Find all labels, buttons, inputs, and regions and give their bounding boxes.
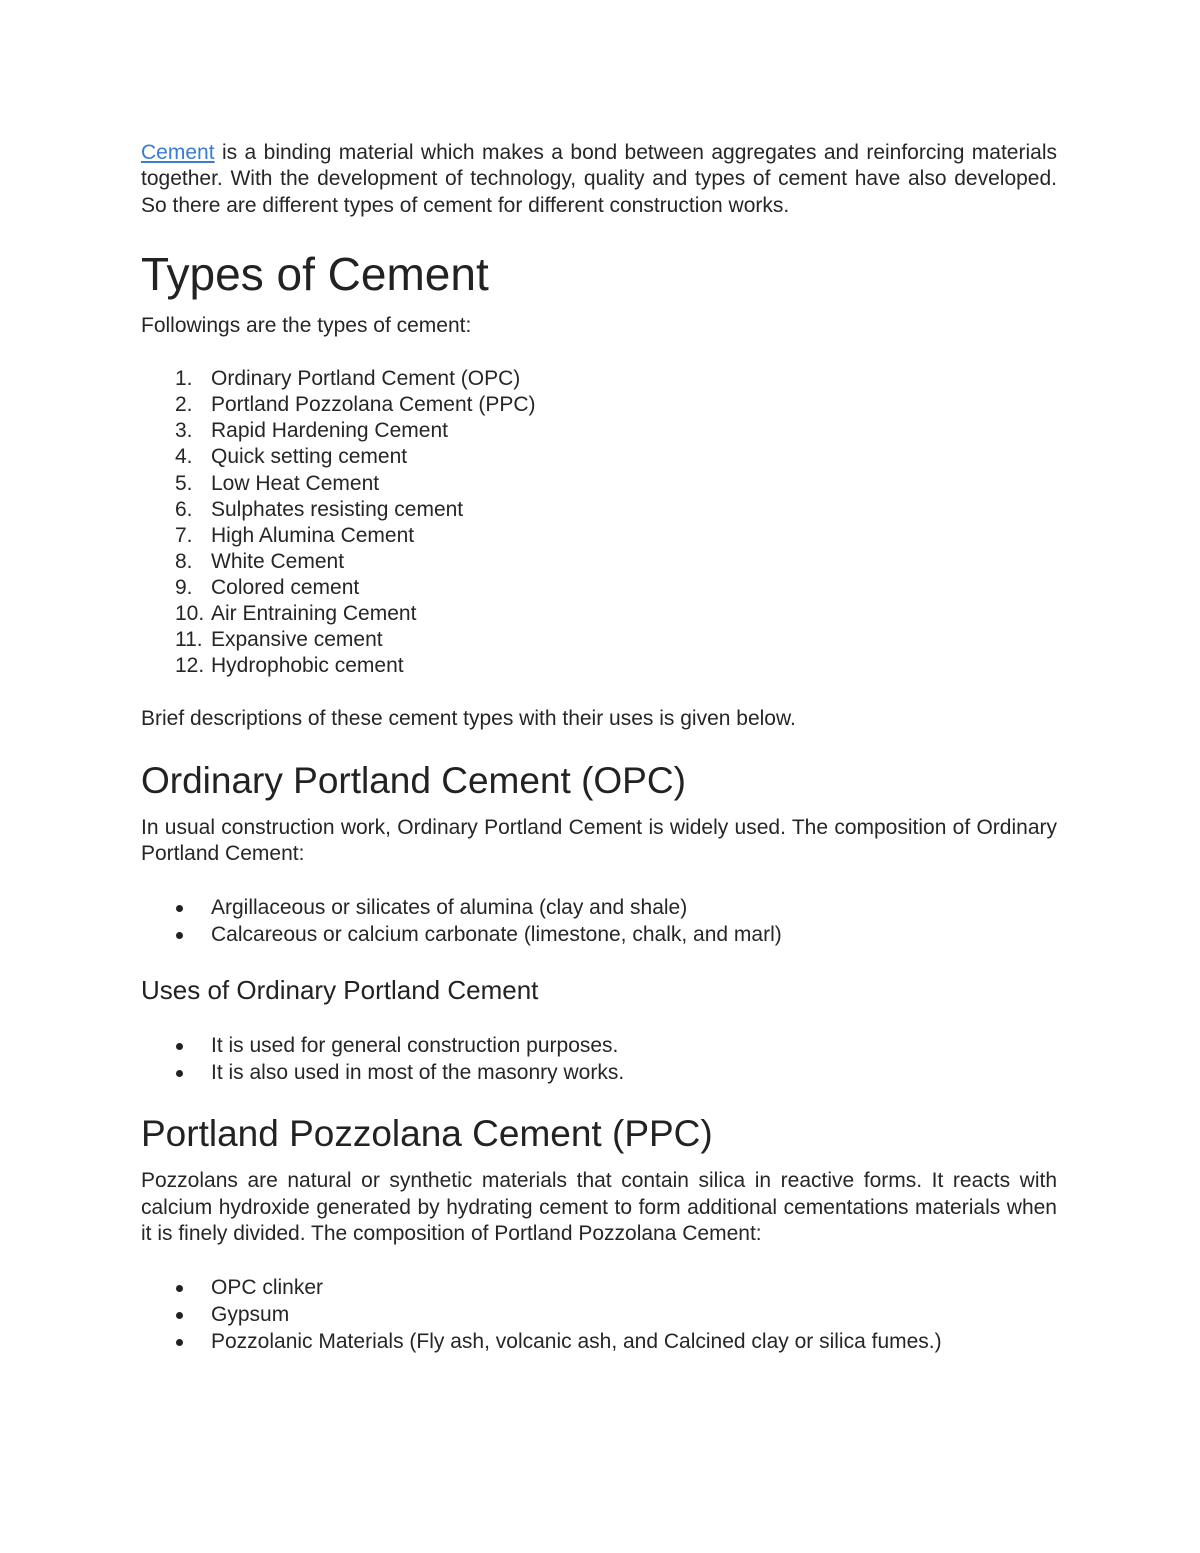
list-item-label: Low Heat Cement bbox=[211, 471, 380, 495]
list-item-label: Ordinary Portland Cement (OPC) bbox=[211, 367, 521, 391]
intro-paragraph bbox=[141, 140, 1057, 219]
list-item bbox=[141, 1032, 1057, 1059]
list-item bbox=[141, 1274, 1057, 1301]
list-item bbox=[141, 497, 1057, 523]
cement-link[interactable]: Cement bbox=[141, 141, 215, 164]
list-item-label: Argillaceous or silicates of alumina (clay and shale) bbox=[211, 896, 688, 920]
opc-composition-list bbox=[141, 894, 1057, 948]
types-lead: Followings are the types of cement: bbox=[141, 313, 472, 337]
ppc-composition-list bbox=[141, 1274, 1057, 1355]
list-item-label: Calcareous or calcium carbonate (limestone, chalk, and marl) bbox=[211, 923, 782, 947]
opc-uses-list bbox=[141, 1032, 1057, 1086]
list-item bbox=[141, 366, 1057, 392]
list-item-label: Quick setting cement bbox=[211, 445, 408, 469]
list-item bbox=[141, 601, 1057, 627]
list-item bbox=[141, 627, 1057, 653]
list-item bbox=[141, 444, 1057, 470]
opc-heading: Ordinary Portland Cement (OPC) bbox=[141, 759, 686, 801]
ppc-paragraph: Pozzolans are natural or synthetic materials that contain silica in reactive forms. It reacts with calcium hydroxide generated by hydrating cement to form additional cementations materials when it is finely divided. The composition of Portland Pozzolana Cement: bbox=[141, 1169, 1057, 1245]
list-item-label: Colored cement bbox=[211, 575, 360, 599]
list-number: 8. bbox=[175, 549, 193, 573]
list-item-label: Air Entraining Cement bbox=[211, 602, 417, 626]
document-page bbox=[141, 140, 1057, 1355]
types-after: Brief descriptions of these cement types with their uses is given below. bbox=[141, 707, 796, 731]
list-number: 9. bbox=[175, 575, 193, 599]
list-item-label: OPC clinker bbox=[211, 1276, 324, 1300]
list-item bbox=[141, 1059, 1057, 1086]
list-number: 2. bbox=[175, 393, 193, 417]
list-number: 5. bbox=[175, 471, 193, 495]
list-number: 10. bbox=[175, 602, 205, 626]
list-item-label: White Cement bbox=[211, 549, 345, 573]
ppc-heading: Portland Pozzolana Cement (PPC) bbox=[141, 1113, 713, 1155]
list-item bbox=[141, 418, 1057, 444]
list-item bbox=[141, 392, 1057, 418]
list-item-label: Expansive cement bbox=[211, 628, 383, 652]
list-number: 1. bbox=[175, 367, 193, 391]
list-item bbox=[141, 523, 1057, 549]
list-number: 12. bbox=[175, 654, 205, 678]
list-item bbox=[141, 471, 1057, 497]
list-item bbox=[141, 653, 1057, 679]
list-item bbox=[141, 575, 1057, 601]
opc-paragraph: In usual construction work, Ordinary Portland Cement is widely used. The composition of Ordinary Portland Cement: bbox=[141, 815, 1057, 865]
bullet-icon bbox=[176, 905, 183, 912]
list-item-label: Rapid Hardening Cement bbox=[211, 419, 448, 443]
bullet-icon bbox=[176, 1312, 183, 1319]
list-item-label: Pozzolanic Materials (Fly ash, volcanic ash, and Calcined clay or silica fumes.) bbox=[211, 1330, 942, 1354]
list-item bbox=[141, 921, 1057, 948]
bullet-icon bbox=[176, 932, 183, 939]
list-item-label: It is used for general construction purposes. bbox=[211, 1034, 619, 1058]
bullet-icon bbox=[176, 1043, 183, 1050]
bullet-icon bbox=[176, 1070, 183, 1077]
list-item-label: Sulphates resisting cement bbox=[211, 497, 464, 521]
opc-uses-heading: Uses of Ordinary Portland Cement bbox=[141, 975, 539, 1006]
list-number: 11. bbox=[175, 628, 203, 652]
list-item bbox=[141, 894, 1057, 921]
list-item bbox=[141, 549, 1057, 575]
list-item-label: Hydrophobic cement bbox=[211, 654, 404, 678]
list-item-label: Gypsum bbox=[211, 1303, 290, 1327]
list-number: 3. bbox=[175, 419, 193, 443]
list-item bbox=[141, 1301, 1057, 1328]
types-list bbox=[141, 366, 1057, 679]
bullet-icon bbox=[176, 1339, 183, 1346]
intro-text: is a binding material which makes a bond between aggregates and reinforcing materials together. With the development of technology, quality and types of cement have also developed. So there are different types of cement for different construction works. bbox=[141, 141, 1057, 217]
list-item bbox=[141, 1328, 1057, 1355]
bullet-icon bbox=[176, 1285, 183, 1292]
types-heading: Types of Cement bbox=[141, 247, 489, 300]
list-item-label: Portland Pozzolana Cement (PPC) bbox=[211, 393, 536, 417]
list-item-label: It is also used in most of the masonry works. bbox=[211, 1061, 625, 1085]
list-number: 7. bbox=[175, 523, 193, 547]
list-number: 6. bbox=[175, 497, 193, 521]
list-item-label: High Alumina Cement bbox=[211, 523, 415, 547]
list-number: 4. bbox=[175, 445, 193, 469]
